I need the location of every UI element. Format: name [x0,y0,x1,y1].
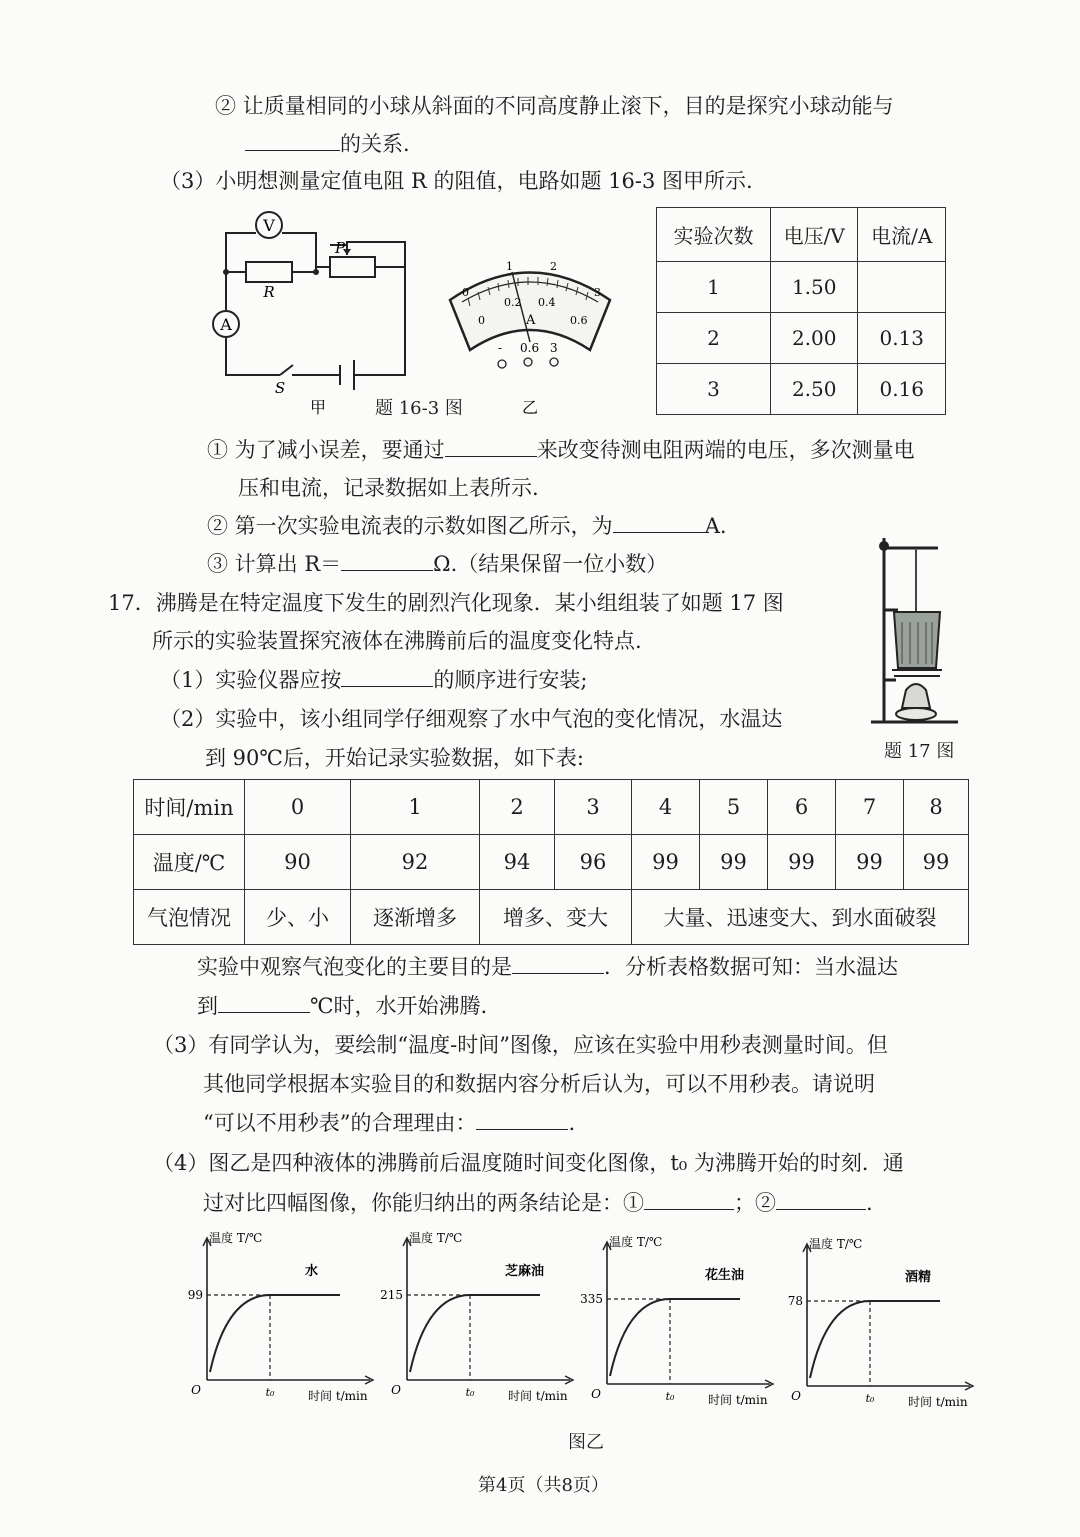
text-seg: . [568,1111,576,1135]
text-seg: . [866,1191,873,1215]
table-cell: 99 [836,835,904,890]
liquid-name: 花生油 [705,1268,745,1283]
answer-blank[interactable] [218,992,310,1013]
table-cell: 99 [632,835,700,890]
origin-label: O [591,1387,601,1401]
text-seg: ．分析表格数据可知：当水温达 [604,955,898,979]
table-cell: 2 [657,313,771,364]
answer-blank[interactable] [341,666,433,687]
q17-1-line [160,666,587,694]
t0-label: t₀ [665,1390,675,1403]
table-cell: 0.13 [858,313,946,364]
answer-blank[interactable] [613,512,705,533]
x-axis-label: 时间 t/min [508,1389,568,1403]
graph-1 [185,1230,385,1410]
liquid-name: 水 [305,1264,319,1279]
table-cell: 2.00 [770,313,858,364]
q17-2-line1: （2）实验中，该小组同学仔细观察了水中气泡的变化情况，水温达 [160,707,783,731]
page-footer: 第4页（共8页） [478,1475,609,1496]
table-cell: 逐渐增多 [351,890,480,945]
terminal-3: 3 [550,341,558,355]
ammeter-label: A [220,315,232,334]
table-cell: 3 [657,364,771,415]
table-cell: 96 [555,835,632,890]
table-cell: 7 [836,780,904,835]
table-header: 电压/V [770,208,858,262]
text-seg: （1）实验仪器应按 [160,668,342,692]
table-header: 电流/A [858,208,946,262]
text-seg: ③ 计算出 R＝ [207,552,342,576]
text-seg: ；② [734,1191,776,1215]
slider-label: P [334,239,346,257]
meter-top-3: 3 [594,286,601,299]
answer-blank[interactable] [776,1189,866,1210]
table-row [134,780,969,835]
table-cell: 4 [632,780,700,835]
q17-3-line1: （3）有同学认为，要绘制“温度-时间”图像，应该在实验中用秒表测量时间。但 [153,1033,888,1057]
table-cell: 99 [700,835,768,890]
t0-label: t₀ [465,1386,475,1399]
temperature-curve [610,1299,740,1376]
boiling-data-table [133,779,969,945]
q17-3-line2: 其他同学根据本实验目的和数据内容分析后认为，可以不用秒表。请说明 [203,1072,875,1096]
text-seg: ① 为了减小误差，要通过 [207,438,445,462]
q17-3-line3 [203,1109,575,1137]
t0-label: t₀ [865,1392,875,1405]
caption-jia: 甲 [309,398,327,417]
t0-label: t₀ [265,1386,275,1399]
row-label: 气泡情况 [134,890,245,945]
text-seg: ℃时，水开始沸腾. [310,994,488,1018]
figure-yi-caption: 图乙 [568,1432,604,1453]
table-cell: 0 [245,780,351,835]
table-cell: 少、小 [245,890,351,945]
table-cell: 0.16 [858,364,946,415]
answer-blank[interactable] [512,953,604,974]
table-row [657,313,946,364]
table-cell: 1.50 [770,262,858,313]
table-cell: 5 [700,780,768,835]
boiling-apparatus-figure [866,530,966,735]
graph-2 [380,1230,585,1410]
table-cell: 增多、变大 [480,890,632,945]
y-axis-label: 温度 T/℃ [609,1235,663,1249]
answer-blank[interactable] [445,436,537,457]
origin-label: O [791,1389,801,1403]
meter-bottom-0: 0 [478,314,485,327]
table-row [657,262,946,313]
q16-2-2-line2 [245,130,410,158]
table-cell: 1 [657,262,771,313]
q16-3-intro: （3）小明想测量定值电阻 R 的阻值，电路如题 16-3 图甲所示. [160,169,753,193]
fig16-3-caption: 题 16-3 图 [375,398,463,419]
y-axis-label: 温度 T/℃ [809,1237,863,1251]
table-cell: 3 [555,780,632,835]
boiling-point-label: 215 [380,1288,403,1302]
meter-top-2: 2 [550,260,557,273]
caption-yi: 乙 [521,398,539,417]
q16-3-2-line [207,512,727,540]
text-seg: ② 第一次实验电流表的示数如图乙所示，为 [207,514,613,538]
meter-unit: A [526,313,536,328]
x-axis-label: 时间 t/min [308,1389,368,1403]
q16-3-1-line2: 压和电流，记录数据如上表所示. [238,476,539,500]
text-seg: 的顺序进行安装; [433,668,588,692]
liquid-name: 芝麻油 [505,1264,545,1279]
q16-3-1-line1 [207,436,915,464]
q17-intro-line1: 17．沸腾是在特定温度下发生的剧烈汽化现象．某小组组装了如题 17 图 [108,591,784,615]
q17-4-line2 [203,1189,873,1217]
text-seg: 实验中观察气泡变化的主要目的是 [197,955,512,979]
text-seg: Ω.（结果保留一位小数） [433,552,668,576]
table-cell: 90 [245,835,351,890]
q16-3-3-line [207,550,667,578]
answer-blank[interactable] [476,1109,568,1130]
answer-blank[interactable] [341,550,433,571]
table-cell: 99 [768,835,836,890]
resistor-label: R [263,283,275,301]
ammeter-dial [440,250,620,420]
table-cell: 8 [904,780,969,835]
q16-2-2-line1: ② 让质量相同的小球从斜面的不同高度静止滚下，目的是探究小球动能与 [215,94,894,118]
meter-top-1: 1 [506,260,513,273]
q17-4-line1: （4）图乙是四种液体的沸腾前后温度随时间变化图像，t₀ 为沸腾开始的时刻．通 [153,1151,904,1175]
temperature-curve [210,1295,340,1372]
x-axis-label: 时间 t/min [908,1395,968,1409]
q17-2-line4 [197,992,487,1020]
terminal-06: 0.6 [520,341,540,355]
table-cell: 大量、迅速变大、到水面破裂 [632,890,969,945]
text-seg: 来改变待测电阻两端的电压，多次测量电 [536,438,915,462]
boiling-point-label: 335 [580,1292,603,1306]
table-cell: 94 [480,835,555,890]
meter-bottom-2: 0.4 [538,296,556,309]
meter-bottom-1: 0.2 [504,296,522,309]
table-header: 实验次数 [657,208,771,262]
terminal-neg: - [498,341,503,355]
q17-2-line3 [197,953,898,981]
graph-4 [785,1236,985,1416]
resistance-data-table [656,207,946,415]
table-cell [858,262,946,313]
answer-blank[interactable] [644,1189,734,1210]
table-cell: 6 [768,780,836,835]
row-label: 温度/℃ [134,835,245,890]
q17-2-line2: 到 90℃后，开始记录实验数据，如下表: [205,746,584,770]
circuit-diagram [200,205,420,420]
meter-top-0: 0 [462,286,469,299]
text-seg: “可以不用秒表”的合理理由： [203,1111,477,1135]
x-axis-label: 时间 t/min [708,1393,768,1407]
meter-bottom-3: 0.6 [570,314,588,327]
answer-blank[interactable] [245,130,340,151]
y-axis-label: 温度 T/℃ [409,1231,463,1245]
graph-3 [580,1234,785,1414]
switch-label: S [274,379,286,397]
table-cell: 2.50 [770,364,858,415]
table-row [134,835,969,890]
fig17-caption: 题 17 图 [884,741,955,762]
boiling-point-label: 99 [187,1288,203,1302]
table-row [657,364,946,415]
liquid-name: 酒精 [905,1270,932,1285]
table-row [134,890,969,945]
temperature-curve [810,1301,940,1378]
table-cell: 2 [480,780,555,835]
q16-2-2-suffix: 的关系. [340,132,410,156]
table-cell: 99 [904,835,969,890]
voltmeter-label: V [263,216,275,235]
table-cell: 1 [351,780,480,835]
row-label: 时间/min [134,780,245,835]
boiling-point-label: 78 [787,1294,803,1308]
origin-label: O [191,1383,201,1397]
table-cell: 92 [351,835,480,890]
q17-intro-line2: 所示的实验装置探究液体在沸腾前后的温度变化特点. [152,629,642,653]
text-seg: A. [704,514,727,538]
text-seg: 到 [197,994,218,1018]
text-seg: 过对比四幅图像，你能归纳出的两条结论是：① [203,1191,644,1215]
temperature-curve [410,1295,540,1372]
origin-label: O [391,1383,401,1397]
y-axis-label: 温度 T/℃ [209,1231,263,1245]
